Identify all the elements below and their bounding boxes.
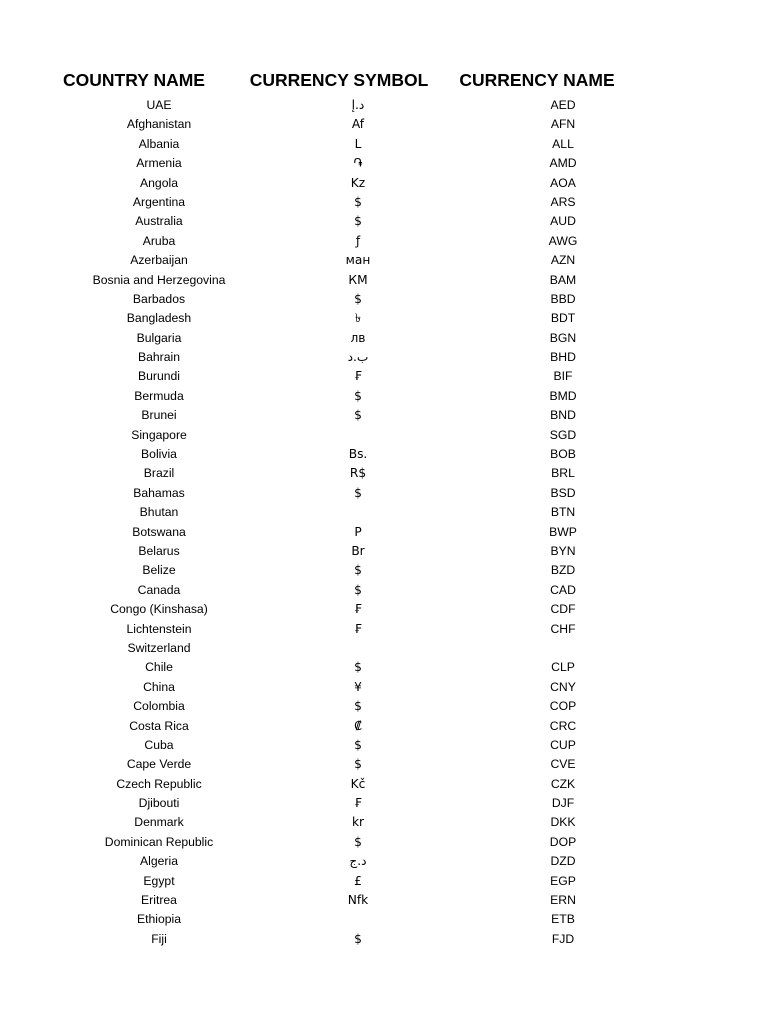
currency-code-cell: BWP [549, 524, 577, 539]
table-row [0, 135, 768, 154]
currency-code-cell: CHF [550, 621, 576, 636]
currency-symbol-cell: L [354, 136, 362, 151]
table-row [0, 717, 768, 736]
table-row [0, 484, 768, 503]
currency-symbol-cell: Br [351, 543, 365, 558]
currency-symbol-cell: £ [354, 873, 362, 888]
table-row [0, 348, 768, 367]
table-row [0, 193, 768, 212]
currency-code-cell: DZD [550, 854, 576, 869]
currency-code-cell: BHD [550, 350, 576, 365]
table-row [0, 406, 768, 425]
country-name-cell: Czech Republic [116, 776, 202, 791]
currency-code-cell: CUP [550, 737, 576, 752]
currency-symbol-cell: $ [354, 194, 362, 209]
country-name-cell: Cuba [144, 737, 174, 752]
currency-code-cell: BND [550, 408, 576, 423]
table-row [0, 678, 768, 697]
currency-code-cell: AMD [549, 156, 577, 171]
table-row [0, 290, 768, 309]
currency-symbol-cell: $ [354, 582, 362, 597]
country-name-cell: Bhutan [139, 505, 179, 520]
country-name-cell: Eritrea [141, 893, 177, 908]
currency-code-cell: COP [549, 699, 577, 714]
currency-symbol-cell: ₣ [354, 369, 362, 384]
currency-symbol-cell: $ [354, 699, 362, 714]
currency-code-cell: FJD [551, 931, 575, 946]
currency-symbol-cell: ₣ [354, 602, 362, 617]
currency-code-cell: ERN [550, 893, 576, 908]
currency-symbol-cell: د.إ [351, 98, 365, 112]
table-row [0, 833, 768, 852]
country-name-cell: Bolivia [141, 447, 177, 462]
currency-symbol-cell: $ [354, 757, 362, 772]
currency-name-header: CURRENCY NAME [459, 70, 615, 90]
country-name-cell: Bosnia and Herzegovina [92, 272, 226, 287]
table-row [0, 910, 768, 929]
country-name-cell: Canada [137, 582, 181, 597]
table-row [0, 212, 768, 231]
currency-symbol-cell: КМ [348, 272, 368, 287]
currency-symbol-cell: ب.د [347, 350, 369, 365]
table-row [0, 503, 768, 522]
table-row [0, 464, 768, 483]
currency-symbol-header: CURRENCY SYMBOL [249, 70, 429, 90]
table-row [0, 658, 768, 677]
table-row [0, 891, 768, 910]
currency-code-cell: CAD [550, 582, 576, 597]
country-name-cell: Ethiopia [136, 912, 182, 927]
currency-code-cell: AZN [550, 253, 576, 268]
country-name-cell: Bahrain [137, 350, 181, 365]
currency-symbol-cell: ₣ [354, 621, 362, 636]
currency-code-cell: CDF [550, 602, 576, 617]
country-name-cell: Azerbaijan [130, 253, 188, 268]
table-body [0, 96, 768, 949]
country-name-cell: Brazil [143, 466, 175, 481]
country-name-cell: Congo (Kinshasa) [110, 602, 208, 617]
currency-symbol-cell: $ [354, 737, 362, 752]
table-row [0, 930, 768, 949]
currency-code-cell: DJF [551, 796, 575, 811]
currency-symbol-cell: $ [354, 388, 362, 403]
country-name-cell: Albania [138, 136, 180, 151]
table-row [0, 813, 768, 832]
table-row [0, 329, 768, 348]
currency-code-cell: BRL [551, 466, 575, 481]
country-name-cell: Chile [145, 660, 173, 675]
currency-code-cell: SGD [549, 427, 577, 442]
country-name-cell: Belarus [138, 543, 180, 558]
country-name-cell: Dominican Republic [104, 834, 214, 849]
currency-code-cell: BSD [550, 485, 576, 500]
country-name-cell: Bulgaria [136, 330, 182, 345]
currency-symbol-cell: R$ [349, 466, 367, 481]
table-row [0, 697, 768, 716]
currency-symbol-cell: $ [354, 834, 362, 849]
country-name-cell: Argentina [132, 194, 186, 209]
table-row [0, 271, 768, 290]
currency-symbol-cell: Kč [350, 776, 366, 791]
currency-symbol-cell: $ [354, 931, 362, 946]
country-name-cell: Afghanistan [126, 117, 192, 132]
currency-symbol-cell: Kz [350, 175, 366, 190]
table-row [0, 561, 768, 580]
table-row [0, 523, 768, 542]
currency-symbol-cell: ₣ [354, 796, 362, 811]
currency-symbol-cell: лв [350, 330, 366, 345]
currency-code-cell: BOB [550, 447, 576, 462]
country-name-cell: Botswana [132, 524, 186, 539]
country-name-cell: Australia [135, 214, 183, 229]
table-row [0, 542, 768, 561]
table-row [0, 426, 768, 445]
table-row [0, 96, 768, 115]
currency-symbol-cell: ƒ [355, 233, 361, 248]
currency-code-cell: BBD [550, 291, 576, 306]
table-row [0, 755, 768, 774]
country-name-header: COUNTRY NAME [63, 70, 205, 90]
currency-symbol-cell: $ [354, 408, 362, 423]
currency-symbol-cell: kr [351, 815, 365, 830]
currency-code-cell: AED [550, 98, 576, 112]
currency-code-cell: BGN [549, 330, 577, 345]
country-name-cell: Cape Verde [126, 757, 192, 772]
table-row [0, 232, 768, 251]
country-name-cell: China [143, 679, 175, 694]
currency-symbol-cell: Af [351, 117, 365, 132]
currency-code-cell: BZD [550, 563, 576, 578]
country-name-cell: Algeria [140, 854, 178, 869]
currency-code-cell: CNY [550, 679, 576, 694]
currency-code-cell: CRC [549, 718, 577, 733]
country-name-cell: Burundi [137, 369, 181, 384]
currency-code-cell: BMD [549, 388, 577, 403]
currency-code-cell: BAM [549, 272, 577, 287]
country-name-cell: Singapore [131, 427, 187, 442]
country-name-cell: Egypt [143, 873, 175, 888]
currency-code-cell: CVE [550, 757, 576, 772]
currency-symbol-cell: Bs. [348, 447, 368, 462]
country-name-cell: Armenia [136, 156, 182, 171]
currency-symbol-cell: د.ج [349, 854, 367, 869]
country-name-cell: Fiji [151, 931, 167, 946]
table-row [0, 115, 768, 134]
currency-symbol-cell: ₡ [354, 718, 362, 733]
country-name-cell: Djibouti [138, 796, 180, 811]
currency-code-cell: BDT [550, 311, 576, 326]
table-row [0, 309, 768, 328]
currency-symbol-cell: Nfk [347, 893, 369, 908]
currency-code-cell: CLP [551, 660, 575, 675]
currency-symbol-cell: ¥ [354, 679, 362, 694]
country-name-cell: Denmark [134, 815, 184, 830]
country-name-cell: Switzerland [127, 640, 191, 655]
country-name-cell: Brunei [141, 408, 177, 423]
currency-symbol-cell: P [354, 524, 362, 539]
currency-symbol-cell: ৳ [354, 311, 362, 326]
table-row [0, 872, 768, 891]
currency-symbol-cell: ман [345, 253, 371, 268]
currency-symbol-cell: $ [354, 660, 362, 675]
country-name-cell: Barbados [132, 291, 186, 306]
currency-code-cell: BTN [550, 505, 576, 520]
currency-code-cell: CZK [550, 776, 576, 791]
country-name-cell: Costa Rica [129, 718, 189, 733]
country-name-cell: Bermuda [134, 388, 184, 403]
table-row [0, 174, 768, 193]
currency-symbol-cell: $ [354, 485, 362, 500]
currency-code-cell: DOP [549, 834, 577, 849]
currency-code-cell: AFN [550, 117, 576, 132]
table-row [0, 581, 768, 600]
table-row [0, 445, 768, 464]
table-row [0, 251, 768, 270]
country-name-cell: Lichtenstein [126, 621, 192, 636]
country-name-cell: Belize [142, 563, 176, 578]
table-row [0, 794, 768, 813]
currency-code-cell: EGP [550, 873, 576, 888]
country-name-cell: Angola [140, 175, 178, 190]
country-name-cell: Bangladesh [126, 311, 192, 326]
table-row [0, 736, 768, 755]
currency-code-cell: BIF [553, 369, 573, 384]
currency-code-cell: ARS [550, 194, 576, 209]
currency-code-cell: ETB [551, 912, 575, 927]
currency-code-cell: AWG [548, 233, 578, 248]
country-name-cell: Bahamas [133, 485, 185, 500]
table-row [0, 154, 768, 173]
table-row [0, 367, 768, 386]
currency-code-cell: AOA [550, 175, 576, 190]
currency-symbol-cell: $ [354, 563, 362, 578]
table-row [0, 387, 768, 406]
table-header [0, 70, 768, 98]
country-name-cell: Colombia [133, 699, 185, 714]
currency-symbol-cell: $ [354, 214, 362, 229]
table-row [0, 620, 768, 639]
currency-symbol-cell: $ [354, 291, 362, 306]
table-row [0, 775, 768, 794]
table-row [0, 600, 768, 619]
currency-code-cell: AUD [550, 214, 576, 229]
country-name-cell: Aruba [142, 233, 176, 248]
currency-code-cell: BYN [550, 543, 576, 558]
currency-code-cell: DKK [550, 815, 576, 830]
table-row [0, 639, 768, 658]
table-row [0, 852, 768, 871]
country-name-cell: UAE [146, 98, 172, 112]
currency-code-cell: ALL [552, 136, 574, 151]
currency-symbol-cell: ֏ [353, 156, 363, 171]
